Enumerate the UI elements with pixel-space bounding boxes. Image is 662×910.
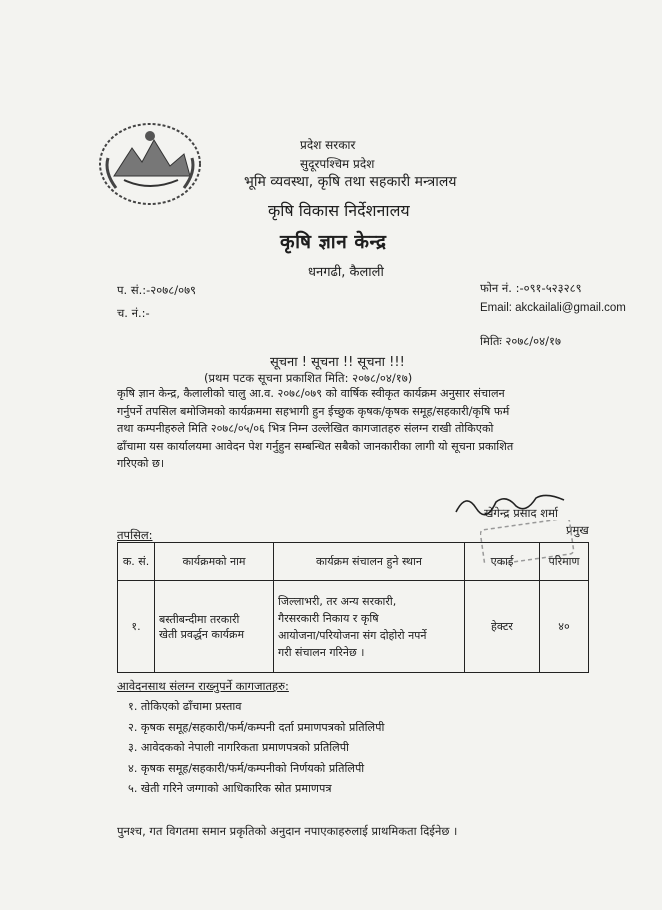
header-ministry: भूमि व्यवस्था, कृषि तथा सहकारी मन्त्रालय <box>244 174 457 190</box>
column-header: कार्यक्रम संचालन हुने स्थान <box>274 543 465 581</box>
notice-line: गरिएको छ। <box>117 457 165 470</box>
phone-number: फोन नं. :-०९१-५२३२८९ <box>480 281 582 295</box>
footer-note: पुनश्च, गत विगतमा समान प्रकृतिको अनुदान नपाएकाहरुलाई प्राथमिकता दिईनेछ । <box>117 824 458 838</box>
header-office-name: कृषि ज्ञान केन्द्र <box>280 231 387 253</box>
program-table <box>117 542 589 673</box>
dispatch-number: च. नं.:- <box>117 306 150 320</box>
documents-list <box>128 697 384 800</box>
schedule-label: तपसिल: <box>117 528 153 542</box>
program-name-line: खेती प्रवर्द्धन कार्यक्रम <box>159 627 245 641</box>
letter-number: प. सं.:-२०७८/०७९ <box>117 283 197 297</box>
notice-line: तथा कम्पनीहरुले मिति २०७८/०५/०६ भित्र निम्न उल्लेखित कागजातहरु संलग्न राखी तोकिएको <box>117 422 494 435</box>
notice-title: सूचना ! सूचना !! सूचना !!! <box>270 355 405 370</box>
list-item: ३. आवेदकको नेपाली नागरिकता प्रमाणपत्रको प्रतिलिपी <box>128 741 349 754</box>
location-line: जिल्लाभरी, तर अन्य सरकारी, <box>278 594 397 608</box>
program-name-line: बस्तीबन्दीमा तरकारी <box>159 612 240 626</box>
header-province: सुदूरपश्चिम प्रदेश <box>300 157 375 171</box>
unit-cell: हेक्टर <box>465 581 540 673</box>
header-location: धनगढी, कैलाली <box>308 265 384 280</box>
notice-body <box>117 385 513 473</box>
notice-line: ढाँचामा यस कार्यालयमा आवेदन पेश गर्नुहुन सम्बन्धित सबैको जानकारीका लागी यो सूचना प्रकाशित <box>117 439 514 453</box>
location-line: आयोजना/परियोजना संग दोहोरो नपर्ने <box>278 628 427 642</box>
table-header-row <box>118 543 589 581</box>
table-row <box>118 581 589 673</box>
column-header: एकाई <box>465 543 540 581</box>
notice-line: कृषि ज्ञान केन्द्र, कैलालीको चालु आ.व. २०७८/०७९ को वार्षिक स्वीकृत कार्यक्रम अनुसार संचालन <box>117 387 505 400</box>
nepal-emblem-icon <box>94 118 206 208</box>
location-line: गैरसरकारी निकाय र कृषि <box>278 611 379 625</box>
signatory-role: प्रमुख <box>566 523 589 537</box>
list-item: ५. खेती गरिने जग्गाको आधिकारिक स्रोत प्रमाणपत्र <box>128 782 332 795</box>
list-item: १. तोकिएको ढाँचामा प्रस्ताव <box>128 700 242 713</box>
header-directorate: कृषि विकास निर्देशनालय <box>268 201 410 220</box>
notice-line: गर्नुपर्ने तपसिल बमोजिमको कार्यक्रममा सहभागी हुन ईच्छुक कृषक/कृषक समूह/सहकारी/कृषि फर्म <box>117 404 510 418</box>
email-address: Email: akckailali@gmail.com <box>480 302 626 314</box>
column-header: कार्यक्रमको नाम <box>155 543 274 581</box>
column-header: परिमाण <box>540 543 589 581</box>
location-cell <box>274 581 465 673</box>
signatory-name: खेगेन्द्र प्रसाद शर्मा <box>484 506 558 520</box>
column-header: क. सं. <box>118 543 155 581</box>
header-province-gov: प्रदेश सरकार <box>300 138 356 152</box>
documents-title: आवेदनसाथ संलग्न राख्नुपर्ने कागजातहरु: <box>117 679 289 693</box>
notice-subtitle: (प्रथम पटक सूचना प्रकाशित मिति: २०७८/०४/१७) <box>204 371 413 385</box>
list-item: ४. कृषक समूह/सहकारी/फर्म/कम्पनीको निर्णयको प्रतिलिपी <box>128 761 365 775</box>
issue-date: मितिः २०७८/०४/१७ <box>480 334 561 348</box>
program-name-cell <box>155 581 274 673</box>
serial-cell: १. <box>118 581 155 673</box>
quantity-cell: ४० <box>540 581 589 673</box>
location-line: गरी संचालन गरिनेछ । <box>278 645 365 659</box>
list-item: २. कृषक समूह/सहकारी/फर्म/कम्पनी दर्ता प्रमाणपत्रको प्रतिलिपी <box>128 720 385 734</box>
